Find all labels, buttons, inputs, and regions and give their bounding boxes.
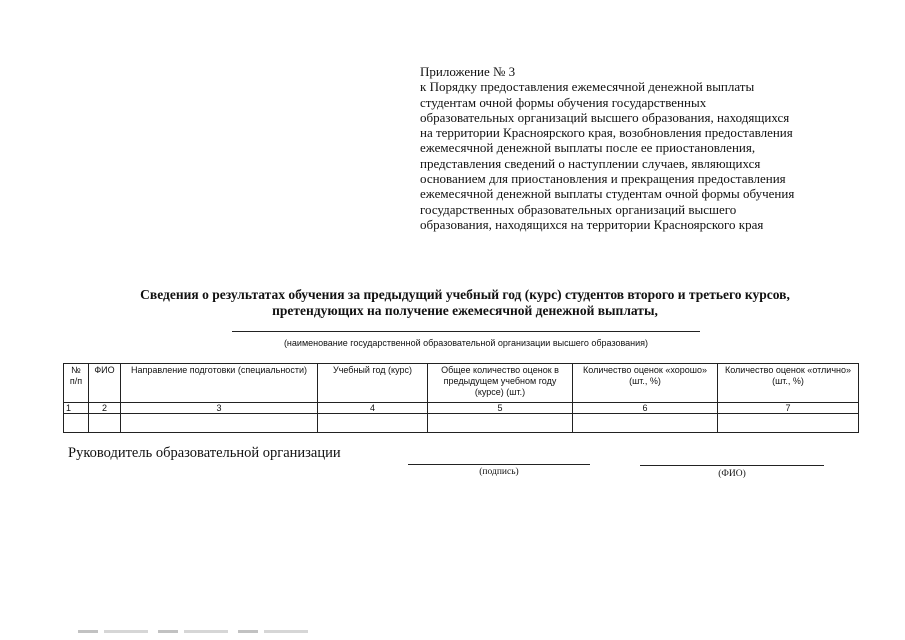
appendix-line: ежемесячной денежной выплаты студентам очной формы обучения <box>420 186 795 202</box>
appendix-line: основанием для приостановления и прекращения предоставления <box>420 171 786 187</box>
column-number: 3 <box>121 403 318 414</box>
column-number: 6 <box>573 403 718 414</box>
column-header-excellent-grades: Количество оценок «отлично» (шт., %) <box>718 364 859 403</box>
table-cell[interactable] <box>89 414 121 433</box>
column-header-good-grades: Количество оценок «хорошо» (шт., %) <box>573 364 718 403</box>
appendix-line: представления сведений о наступлении случаев, являющихся <box>420 155 761 171</box>
appendix-line: государственных образовательных организаций высшего <box>420 201 737 217</box>
signature-caption: (подпись) <box>479 467 519 477</box>
document-heading <box>60 287 870 319</box>
table-cell[interactable] <box>573 414 718 433</box>
appendix-title: Приложение № 3 <box>420 64 516 79</box>
column-number: 7 <box>718 403 859 414</box>
organization-name-field-line[interactable] <box>232 331 700 332</box>
table-column-number-row <box>64 403 859 414</box>
appendix-line: к Порядку предоставления ежемесячной денежной выплаты <box>420 79 755 95</box>
appendix-line: студентам очной формы обучения государственных <box>420 94 707 110</box>
results-table <box>63 363 859 433</box>
table-cell[interactable] <box>318 414 428 433</box>
column-number: 4 <box>318 403 428 414</box>
heading-line-1: Сведения о результатах обучения за предыдущий учебный год (курс) студентов второго и третьего курсов, <box>140 287 790 302</box>
column-number: 5 <box>428 403 573 414</box>
appendix-line: образования, находящихся на территории Красноярского края <box>420 216 764 232</box>
table-header-row <box>64 364 859 403</box>
column-header-direction: Направление подготовки (специальности) <box>121 364 318 403</box>
table-cell[interactable] <box>64 414 89 433</box>
appendix-line: на территории Красноярского края, возобновления предоставления <box>420 125 793 141</box>
scan-artifact <box>78 630 308 633</box>
column-header-year: Учебный год (курс) <box>318 364 428 403</box>
column-number: 2 <box>89 403 121 414</box>
table-cell[interactable] <box>718 414 859 433</box>
appendix-block <box>420 64 890 232</box>
signature-field-line[interactable] <box>408 464 590 465</box>
table-cell[interactable] <box>121 414 318 433</box>
appendix-line: ежемесячной денежной выплаты после ее приостановления, <box>420 140 756 156</box>
full-name-field-line[interactable] <box>640 465 824 466</box>
head-of-organization-label: Руководитель образовательной организации <box>68 445 341 461</box>
column-number: 1 <box>64 403 89 414</box>
heading-line-2: претендующих на получение ежемесячной денежной выплаты, <box>272 303 658 318</box>
appendix-line: образовательных организаций высшего образования, находящихся <box>420 109 790 125</box>
column-header-number: № п/п <box>64 364 89 403</box>
full-name-caption: (ФИО) <box>718 469 746 479</box>
organization-name-caption: (наименование государственной образовательной организации высшего образования) <box>283 338 649 348</box>
table-row[interactable] <box>64 414 859 433</box>
column-header-name: ФИО <box>89 364 121 403</box>
column-header-total-grades: Общее количество оценок в предыдущем учебном году (курсе) (шт.) <box>428 364 573 403</box>
table-cell[interactable] <box>428 414 573 433</box>
